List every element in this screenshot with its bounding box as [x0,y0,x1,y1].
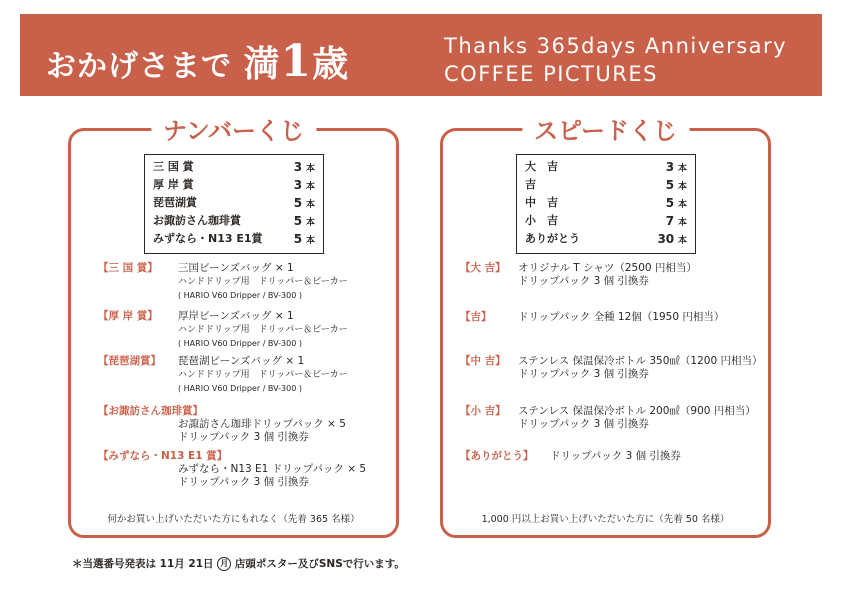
summary-row [525,195,687,213]
summary-row [525,177,687,195]
prize-category: 【みずなら・N13 E1 賞】 [98,450,228,462]
prize-item [98,405,346,444]
prize-line2: ハンドドリップ用 ドリッパー＆ビーカー [178,325,348,335]
summary-count: 7 [665,214,675,228]
banner-subtitle-brand: COFFEE PICTURES [444,62,658,86]
title-prefix: おかげさまで [46,49,232,84]
prize-line2: ハンドドリップ用 ドリッパー＆ビーカー [178,277,348,287]
summary-count: 5 [665,196,675,210]
summary-name: 琵琶湖賞 [153,196,197,209]
summary-unit: 本 [677,182,687,192]
prize-line3: ( HARIO V60 Dripper / BV-300 ) [178,384,302,393]
prize-line2: ドリップパック 3 個 引換券 [518,275,649,287]
prize-category: 【中 吉】 [460,355,506,367]
summary-row [153,195,315,213]
prize-line1: ドリップパック 3 個 引換券 [550,450,681,462]
summary-count: 5 [293,214,303,228]
number-kuji-summary [144,154,324,254]
speed-kuji-summary [516,154,696,254]
summary-unit: 本 [305,236,315,246]
prize-item [98,450,366,489]
prize-item [98,355,348,395]
summary-row [153,177,315,195]
summary-row [525,213,687,231]
prize-item [98,310,348,350]
summary-unit: 本 [677,200,687,210]
number-kuji-panel [68,117,399,538]
summary-count: 3 [665,160,675,174]
prize-line3: ( HARIO V60 Dripper / BV-300 ) [178,339,302,348]
prize-category: 【お諏訪さん珈琲賞】 [98,405,203,417]
prize-category: 【琵琶湖賞】 [98,355,161,367]
summary-count: 5 [293,232,303,246]
summary-name: 三 国 賞 [153,160,194,173]
summary-unit: 本 [305,164,315,174]
summary-name: お諏訪さん珈琲賞 [153,214,241,227]
prize-line2: ドリップパック 3 個 引換券 [518,418,649,430]
announcement-footnote [72,556,405,571]
prize-item [460,450,681,463]
summary-row [525,231,687,249]
title-number: 1 [280,36,313,87]
prize-category: 【厚 岸 賞】 [98,310,158,322]
summary-unit: 本 [305,200,315,210]
prize-category: 【三 国 賞】 [98,262,158,274]
prize-line1: 琵琶湖ビーンズバッグ × 1 [178,355,305,367]
summary-row [153,231,315,249]
summary-unit: 本 [305,218,315,228]
footnote-prefix: ＊当選番号発表は 11月 21日 [72,558,214,570]
prize-category: 【ありがとう】 [460,450,534,462]
title-man: 満 [243,43,281,85]
prize-line1: ステンレス 保温保冷ボトル 200㎖（900 円相当） [518,405,756,417]
summary-count: 3 [293,160,303,174]
prize-line3: ( HARIO V60 Dripper / BV-300 ) [178,291,302,300]
anniversary-title [46,36,349,87]
prize-line1: ステンレス 保温保冷ボトル 350㎖（1200 円相当） [518,355,763,367]
prize-line2: ドリップパック 3 個 引換券 [178,431,309,443]
summary-count: 3 [293,178,303,192]
summary-count: 5 [293,196,303,210]
title-sai: 歳 [312,43,350,85]
prize-item [460,311,724,324]
footnote-suffix: 店頭ポスター及びSNSで行います。 [234,558,405,570]
summary-unit: 本 [677,236,687,246]
summary-name: 大 吉 [525,160,558,173]
number-kuji-title: ナンバーくじ [151,111,316,146]
summary-name: 中 吉 [525,196,558,209]
prize-line2: ドリップパック 3 個 引換券 [178,476,309,488]
summary-count: 30 [657,232,675,246]
header-banner [20,14,822,96]
summary-name: 厚 岸 賞 [153,178,194,191]
speed-kuji-panel [440,117,771,538]
summary-unit: 本 [677,164,687,174]
speed-kuji-note: 1,000 円以上お買い上げいただいた方に（先着 50 名様） [481,514,730,525]
prize-line2: ハンドドリップ用 ドリッパー＆ビーカー [178,370,348,380]
prize-item [460,262,697,288]
prize-item [98,262,348,302]
prize-line2: ドリップパック 3 個 引換券 [518,368,649,380]
prize-line1: 三国ビーンズバッグ × 1 [178,262,294,274]
summary-row [153,159,315,177]
summary-name: ありがとう [525,232,580,245]
summary-row [153,213,315,231]
summary-name: みずなら・N13 E1賞 [153,232,263,245]
prize-category: 【小 吉】 [460,405,506,417]
summary-unit: 本 [677,218,687,228]
prize-category: 【大 吉】 [460,262,506,274]
prize-line1: ドリップパック 全種 12個（1950 円相当） [518,311,725,323]
prize-item [460,355,762,381]
prize-item [460,405,756,431]
prize-line1: 厚岸ビーンズバッグ × 1 [178,310,294,322]
summary-unit: 本 [305,182,315,192]
number-kuji-note: 何かお買い上げいただいた方にもれなく（先着 365 名様） [107,514,360,525]
prize-line1: みずなら・N13 E1 ドリップパック × 5 [178,463,367,475]
prize-category: 【吉】 [460,311,492,323]
prize-line1: オリジナル T シャツ（2500 円相当） [518,262,697,274]
prize-line1: お諏訪さん珈琲ドリップパック × 5 [178,418,346,430]
summary-name: 小 吉 [525,214,558,227]
weekday-mark: 月 [217,557,231,571]
speed-kuji-title: スピードくじ [522,111,689,146]
banner-subtitle-thanks: Thanks 365days Anniversary [444,34,788,58]
summary-name: 吉 [525,178,536,191]
summary-row [525,159,687,177]
summary-count: 5 [665,178,675,192]
